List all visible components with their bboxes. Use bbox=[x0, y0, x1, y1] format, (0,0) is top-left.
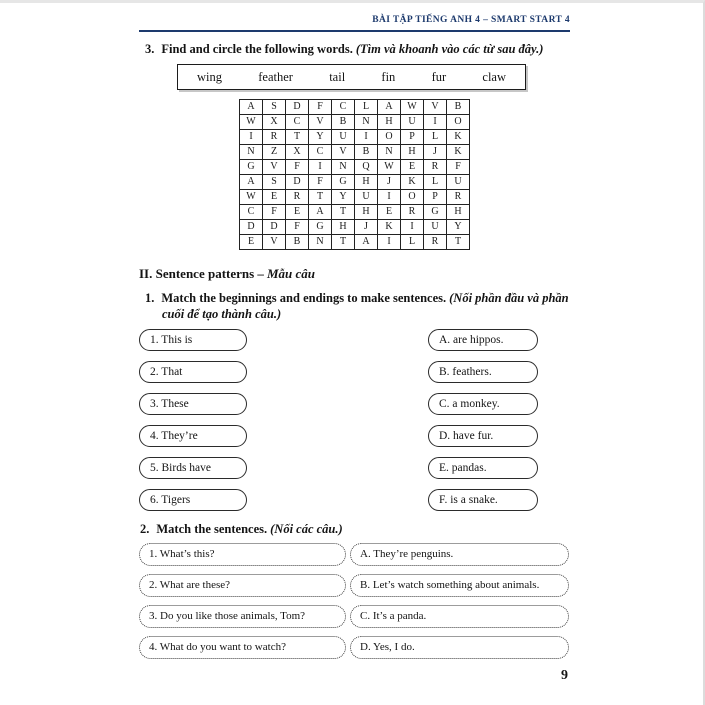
grid-cell[interactable]: L bbox=[424, 130, 447, 145]
match1-ending-item[interactable]: E. pandas. bbox=[428, 457, 538, 479]
match2-answer-item[interactable]: C. It’s a panda. bbox=[350, 605, 569, 628]
grid-cell[interactable]: N bbox=[309, 235, 332, 250]
grid-cell[interactable]: H bbox=[355, 175, 378, 190]
grid-cell[interactable]: X bbox=[286, 145, 309, 160]
section2-heading bbox=[139, 265, 570, 282]
exercise1-title-vietnamese: (Nối phần đầu và phần cuối để tạo thành câu.) bbox=[162, 291, 569, 321]
grid-cell[interactable]: T bbox=[447, 235, 470, 250]
grid-cell[interactable]: W bbox=[240, 115, 263, 130]
section2-title-vietnamese: Mẫu câu bbox=[266, 266, 315, 281]
grid-cell[interactable]: H bbox=[401, 145, 424, 160]
exercise2-title-vietnamese: (Nối các câu.) bbox=[270, 522, 343, 536]
grid-row bbox=[240, 130, 470, 145]
grid-cell[interactable]: T bbox=[309, 190, 332, 205]
word-bank-item: fur bbox=[431, 69, 447, 84]
grid-cell[interactable]: I bbox=[240, 130, 263, 145]
match1-row bbox=[139, 457, 570, 479]
word-bank-item: fin bbox=[381, 69, 396, 84]
grid-cell[interactable]: V bbox=[263, 160, 286, 175]
match1-beginning-item[interactable]: 4. They’re bbox=[139, 425, 247, 447]
grid-cell[interactable]: H bbox=[378, 115, 401, 130]
grid-cell[interactable]: T bbox=[286, 130, 309, 145]
grid-cell[interactable]: F bbox=[263, 205, 286, 220]
word-search-grid bbox=[239, 99, 470, 250]
grid-cell[interactable]: F bbox=[447, 160, 470, 175]
word-bank-item: claw bbox=[482, 69, 506, 84]
exercise1-title: Match the beginnings and endings to make sentences. bbox=[161, 291, 447, 305]
grid-cell[interactable]: I bbox=[355, 130, 378, 145]
grid-cell[interactable]: C bbox=[332, 100, 355, 115]
grid-cell[interactable]: A bbox=[240, 175, 263, 190]
grid-cell[interactable]: G bbox=[309, 220, 332, 235]
grid-cell[interactable]: I bbox=[378, 190, 401, 205]
page-content bbox=[139, 3, 570, 685]
grid-cell[interactable]: P bbox=[401, 130, 424, 145]
grid-row bbox=[240, 205, 470, 220]
grid-cell[interactable]: E bbox=[286, 205, 309, 220]
grid-row bbox=[240, 115, 470, 130]
section2-title: II. Sentence patterns – bbox=[139, 266, 264, 281]
match1-row bbox=[139, 361, 570, 383]
grid-cell[interactable]: E bbox=[378, 205, 401, 220]
grid-cell[interactable]: K bbox=[447, 130, 470, 145]
exercise2-number: 2. bbox=[140, 522, 150, 536]
grid-cell[interactable]: S bbox=[263, 175, 286, 190]
grid-row bbox=[240, 160, 470, 175]
match2-row bbox=[139, 574, 570, 597]
match1-ending-item[interactable]: A. are hippos. bbox=[428, 329, 538, 351]
match1-row bbox=[139, 489, 570, 511]
match2-question-item[interactable]: 3. Do you like those animals, Tom? bbox=[139, 605, 346, 628]
grid-cell[interactable]: F bbox=[286, 160, 309, 175]
match2-question-item[interactable]: 1. What’s this? bbox=[139, 543, 346, 566]
page-number: 9 bbox=[561, 668, 568, 683]
grid-cell[interactable]: B bbox=[286, 235, 309, 250]
match2-question-item[interactable]: 2. What are these? bbox=[139, 574, 346, 597]
grid-cell[interactable]: K bbox=[401, 175, 424, 190]
grid-cell[interactable]: G bbox=[424, 205, 447, 220]
match1-ending-item[interactable]: F. is a snake. bbox=[428, 489, 538, 511]
grid-cell[interactable]: F bbox=[286, 220, 309, 235]
match1-beginning-item[interactable]: 1. This is bbox=[139, 329, 247, 351]
grid-cell[interactable]: I bbox=[401, 220, 424, 235]
exercise2-matching-area bbox=[139, 543, 570, 659]
grid-row bbox=[240, 220, 470, 235]
grid-cell[interactable]: C bbox=[286, 115, 309, 130]
word-bank-box bbox=[177, 64, 526, 90]
exercise2-heading bbox=[139, 521, 570, 537]
word-bank-item: wing bbox=[197, 69, 222, 84]
grid-cell[interactable]: H bbox=[447, 205, 470, 220]
grid-cell[interactable]: R bbox=[263, 130, 286, 145]
grid-cell[interactable]: F bbox=[309, 100, 332, 115]
grid-cell[interactable]: H bbox=[332, 220, 355, 235]
grid-cell[interactable]: Y bbox=[447, 220, 470, 235]
exercise3-heading bbox=[139, 41, 570, 57]
exercise2-title: Match the sentences. bbox=[156, 522, 268, 536]
grid-cell[interactable]: D bbox=[286, 175, 309, 190]
grid-cell[interactable]: R bbox=[286, 190, 309, 205]
match1-row bbox=[139, 393, 570, 415]
match2-row bbox=[139, 605, 570, 628]
grid-cell[interactable]: A bbox=[240, 100, 263, 115]
grid-cell[interactable]: N bbox=[355, 115, 378, 130]
grid-cell[interactable]: R bbox=[424, 235, 447, 250]
grid-cell[interactable]: P bbox=[424, 190, 447, 205]
grid-cell[interactable]: C bbox=[240, 205, 263, 220]
match2-row bbox=[139, 543, 570, 566]
exercise3-title-vietnamese: (Tìm và khoanh vào các từ sau đây.) bbox=[355, 42, 544, 56]
word-bank-item: tail bbox=[329, 69, 346, 84]
grid-cell[interactable]: K bbox=[447, 145, 470, 160]
grid-row bbox=[240, 145, 470, 160]
grid-cell[interactable]: G bbox=[332, 175, 355, 190]
grid-cell[interactable]: V bbox=[263, 235, 286, 250]
grid-cell[interactable]: R bbox=[447, 190, 470, 205]
grid-row bbox=[240, 175, 470, 190]
grid-cell[interactable]: O bbox=[401, 190, 424, 205]
grid-cell[interactable]: H bbox=[355, 205, 378, 220]
grid-cell[interactable]: N bbox=[240, 145, 263, 160]
grid-cell[interactable]: I bbox=[424, 115, 447, 130]
grid-cell[interactable]: W bbox=[240, 190, 263, 205]
grid-cell[interactable]: V bbox=[424, 100, 447, 115]
match2-answer-item[interactable]: A. They’re penguins. bbox=[350, 543, 569, 566]
grid-cell[interactable]: V bbox=[332, 145, 355, 160]
grid-cell[interactable]: C bbox=[309, 145, 332, 160]
header-divider bbox=[139, 30, 570, 32]
match1-beginning-item[interactable]: 6. Tigers bbox=[139, 489, 247, 511]
match2-answer-item[interactable]: B. Let’s watch something about animals. bbox=[350, 574, 569, 597]
grid-cell[interactable]: J bbox=[378, 175, 401, 190]
grid-cell[interactable]: I bbox=[309, 160, 332, 175]
grid-cell[interactable]: W bbox=[378, 160, 401, 175]
grid-cell[interactable]: E bbox=[263, 190, 286, 205]
grid-cell[interactable]: E bbox=[240, 235, 263, 250]
grid-cell[interactable]: G bbox=[240, 160, 263, 175]
grid-cell[interactable]: L bbox=[401, 235, 424, 250]
match1-row bbox=[139, 329, 570, 351]
grid-cell[interactable]: O bbox=[378, 130, 401, 145]
grid-cell[interactable]: D bbox=[286, 100, 309, 115]
match1-ending-item[interactable]: D. have fur. bbox=[428, 425, 538, 447]
match1-beginning-item[interactable]: 3. These bbox=[139, 393, 247, 415]
grid-cell[interactable]: S bbox=[263, 100, 286, 115]
exercise3-title: Find and circle the following words. bbox=[161, 42, 353, 56]
match1-beginning-item[interactable]: 5. Birds have bbox=[139, 457, 247, 479]
match1-ending-item[interactable]: B. feathers. bbox=[428, 361, 538, 383]
grid-cell[interactable]: U bbox=[424, 220, 447, 235]
grid-cell[interactable]: A bbox=[378, 100, 401, 115]
grid-cell[interactable]: B bbox=[355, 145, 378, 160]
grid-cell[interactable]: N bbox=[378, 145, 401, 160]
grid-cell[interactable]: Y bbox=[332, 190, 355, 205]
grid-cell[interactable]: I bbox=[378, 235, 401, 250]
match2-question-item[interactable]: 4. What do you want to watch? bbox=[139, 636, 346, 659]
exercise1-number: 1. bbox=[145, 291, 155, 305]
grid-cell[interactable]: N bbox=[332, 160, 355, 175]
grid-cell[interactable]: U bbox=[447, 175, 470, 190]
word-bank-item: feather bbox=[258, 69, 293, 84]
match2-answer-item[interactable]: D. Yes, I do. bbox=[350, 636, 569, 659]
match1-ending-item[interactable]: C. a monkey. bbox=[428, 393, 538, 415]
grid-cell[interactable]: U bbox=[355, 190, 378, 205]
exercise1-matching-area bbox=[139, 329, 570, 511]
grid-cell[interactable]: X bbox=[263, 115, 286, 130]
grid-cell[interactable]: A bbox=[309, 205, 332, 220]
grid-cell[interactable]: W bbox=[401, 100, 424, 115]
grid-cell[interactable]: R bbox=[424, 160, 447, 175]
grid-cell[interactable]: B bbox=[447, 100, 470, 115]
grid-cell[interactable]: R bbox=[401, 205, 424, 220]
page-header-title: BÀI TẬP TIẾNG ANH 4 – SMART START 4 bbox=[372, 15, 570, 25]
grid-cell[interactable]: B bbox=[332, 115, 355, 130]
grid-row bbox=[240, 100, 470, 115]
grid-cell[interactable]: E bbox=[401, 160, 424, 175]
exercise3-number: 3. bbox=[145, 42, 155, 56]
grid-cell[interactable]: J bbox=[424, 145, 447, 160]
grid-cell[interactable]: O bbox=[447, 115, 470, 130]
grid-cell[interactable]: K bbox=[378, 220, 401, 235]
grid-cell[interactable]: J bbox=[355, 220, 378, 235]
grid-row bbox=[240, 235, 470, 250]
grid-cell[interactable]: D bbox=[240, 220, 263, 235]
grid-cell[interactable]: D bbox=[263, 220, 286, 235]
match1-beginning-item[interactable]: 2. That bbox=[139, 361, 247, 383]
grid-cell[interactable]: Y bbox=[309, 130, 332, 145]
grid-cell[interactable]: T bbox=[332, 235, 355, 250]
grid-cell[interactable]: U bbox=[401, 115, 424, 130]
grid-cell[interactable]: L bbox=[424, 175, 447, 190]
match1-row bbox=[139, 425, 570, 447]
grid-cell[interactable]: T bbox=[332, 205, 355, 220]
exercise1-heading bbox=[139, 290, 570, 322]
grid-cell[interactable]: L bbox=[355, 100, 378, 115]
grid-cell[interactable]: A bbox=[355, 235, 378, 250]
grid-cell[interactable]: Z bbox=[263, 145, 286, 160]
grid-row bbox=[240, 190, 470, 205]
match2-row bbox=[139, 636, 570, 659]
grid-cell[interactable]: F bbox=[309, 175, 332, 190]
grid-cell[interactable]: Q bbox=[355, 160, 378, 175]
grid-cell[interactable]: V bbox=[309, 115, 332, 130]
grid-cell[interactable]: U bbox=[332, 130, 355, 145]
